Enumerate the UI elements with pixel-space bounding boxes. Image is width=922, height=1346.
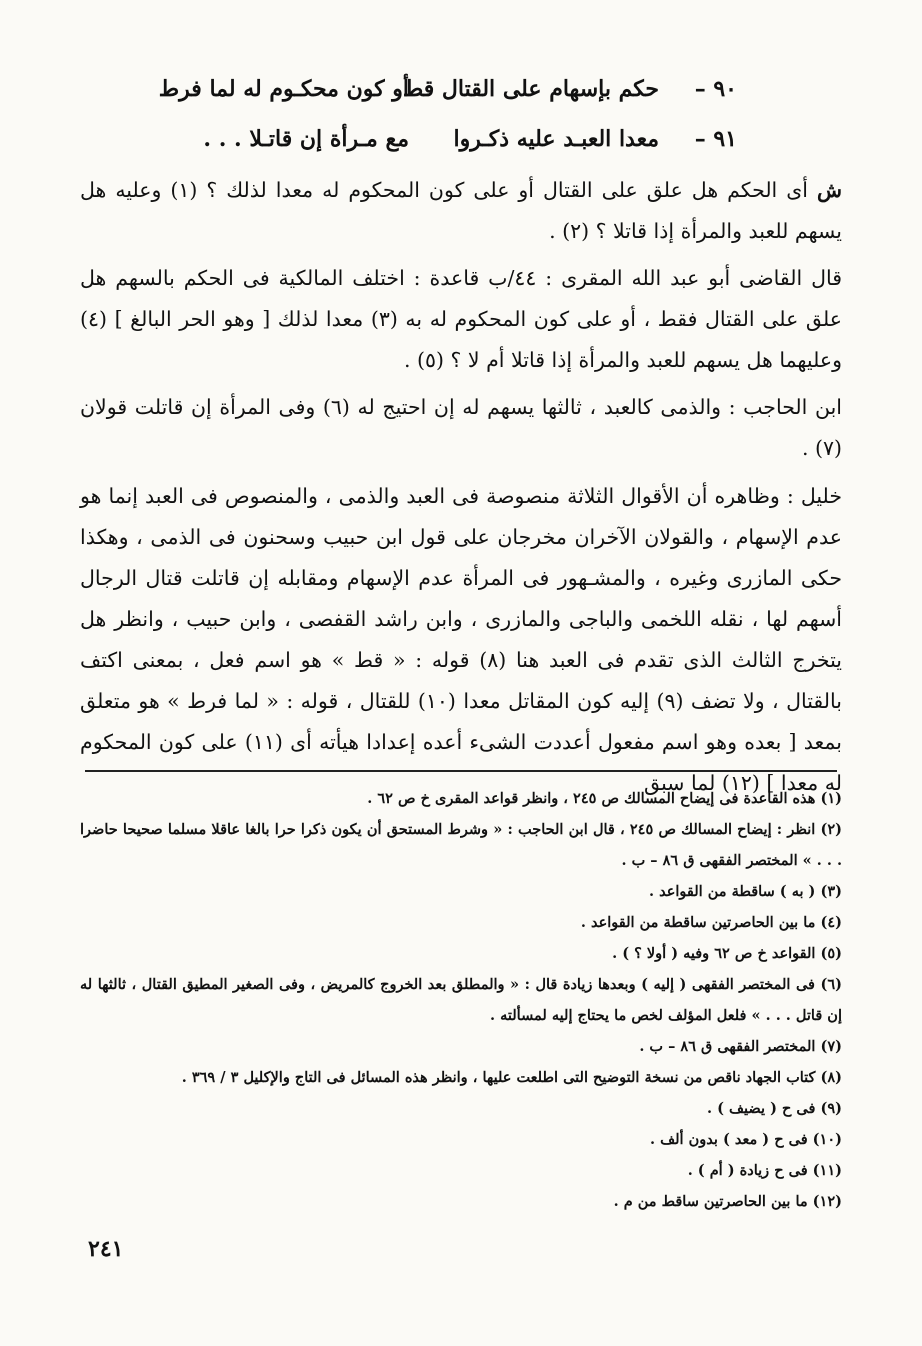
footnote: (٧) المختصر الفقهى ق ٨٦ – ب . <box>639 1038 842 1055</box>
verse-91 <box>177 124 737 154</box>
footnote: (٩) فى ح ( يضيف ) . <box>707 1100 842 1117</box>
footnote: (٦) فى المختصر الفقهى ( إليه ) وبعدها زيادة قال : « والمطلق بعد الخروج كالمريض ، وفى الصغير المطيق القتال ، ثالثها له إن قاتل . . . » فلعل المؤلف لخص ما يحتاج إليه لمسألته . <box>80 976 842 1024</box>
footnote-divider <box>85 770 837 772</box>
quote-paragraph-ibn-hajib <box>80 387 842 469</box>
commentary-paragraph <box>80 170 842 252</box>
quote-paragraph-khalil <box>80 476 842 804</box>
quote-paragraph-muqri <box>80 258 842 381</box>
footnote: (١٢) ما بين الحاصرتين ساقط من م . <box>613 1193 842 1210</box>
footnote: (٢) انظر : إيضاح المسالك ص ٢٤٥ ، قال ابن الحاجب : « وشرط المستحق أن يكون ذكرا حرا بالغا عاقلا مسلما صحيحا حاضرا . . . » المختصر الفقهى ق ٨٦ – ب . <box>80 821 843 869</box>
commentary-marker: ش <box>816 178 842 202</box>
footnote: (٨) كتاب الجهاد ناقص من نسخة التوضيح التى اطلعت عليها ، وانظر هذه المسائل فى التاج والإكليل ٣ / ٣٦٩ . <box>181 1069 842 1086</box>
footnotes <box>80 783 842 1217</box>
footnote: (٥) القواعد خ ص ٦٢ وفيه ( أولا ؟ ) . <box>612 945 842 962</box>
footnote: (١٠) فى ح ( معد ) بدون ألف . <box>650 1131 842 1148</box>
footnote: (٣) ( به ) ساقطة من القواعد . <box>649 883 842 900</box>
verse-second-half: أو كون محكـوم له لما فرط <box>158 76 409 102</box>
verse-second-half: مع مـرأة إن قاتـلا . . . <box>203 126 409 152</box>
verse-number: ٩٠ – <box>694 76 737 102</box>
verse-first-half: معدا العبـد عليه ذكـروا <box>453 126 659 152</box>
verse-first-half: حكم بإسهام على القتال قط <box>402 76 659 102</box>
footnote: (٤) ما بين الحاصرتين ساقطة من القواعد . <box>580 914 842 931</box>
verse-90 <box>158 74 737 104</box>
paragraph-text: ابن الحاجب : والذمى كالعبد ، ثالثها يسهم له إن احتيج له (٦) وفى المرأة إن قاتلت قولان (٧) . <box>80 395 842 460</box>
page-number: ٢٤١ <box>88 1236 124 1262</box>
verse-number: ٩١ – <box>694 126 737 152</box>
footnote: (١) هذه القاعدة فى إيضاح المسالك ص ٢٤٥ ، وانظر قواعد المقرى خ ص ٦٢ . <box>367 790 842 807</box>
footnote: (١١) فى ح زيادة ( أم ) . <box>687 1162 842 1179</box>
paragraph-text: خليل : وظاهره أن الأقوال الثلاثة منصوصة فى العبد والذمى ، والمنصوص فى العبد إنما هو عدم الإسهام ، والقولان الآخران مخرجان على قول ابن حبيب وسحنون فى الذمى ، وهكذا حكى المازرى وغيره ، والمشـهور فى المرأة عدم الإسهام ومقابله إن قاتلت قتال الرجال أسهم لها ، نقله اللخمى والباجى والمازرى ، وابن راشد القفصى ، وابن حبيب ، وانظر هل يتخرج الثالث الذى تقدم فى العبد هنا (٨) قوله : « قط » هو اسم فعل ، بمعنى اكتف بالقتال ، ولا تضف (٩) إليه كون المقاتل معدا (١٠) للقتال ، قوله : « لما فرط » هو متعلق بمعد [ بعده وهو اسم مفعول أعددت الشىء أعده إعدادا هيأته أى (١١) على كون المحكوم له معدا ] (١٢) لما سبق <box>80 484 843 795</box>
paragraph-text: أى الحكم هل علق على القتال أو على كون المحكوم له معدا لذلك ؟ (١) وعليه هل يسهم للعبد والمرأة إذا قاتلا ؟ (٢) . <box>80 178 842 243</box>
paragraph-text: قال القاضى أبو عبد الله المقرى : ٤٤/ب قاعدة : اختلف المالكية فى الحكم بالسهم هل علق على القتال فقط ، أو على كون المحكوم له به (٣) معدا لذلك [ وهو الحر البالغ ] (٤) وعليهما هل يسهم للعبد والمرأة إذا قاتلا أم لا ؟ (٥) . <box>80 266 843 372</box>
